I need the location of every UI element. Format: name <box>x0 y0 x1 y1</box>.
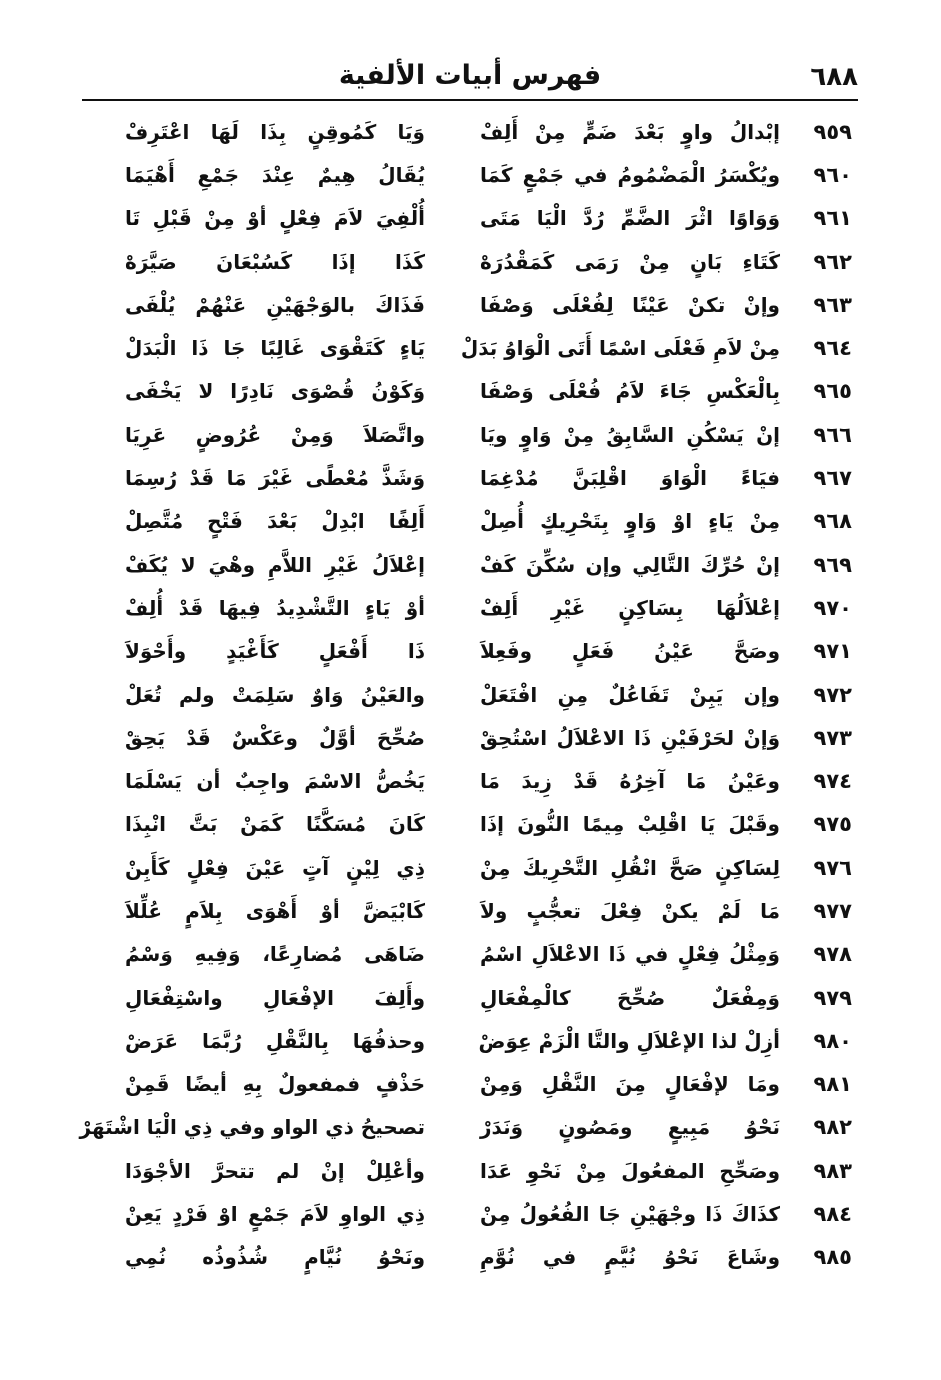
verse-number: ٩٨٣ <box>813 1158 852 1183</box>
verse-second-hemistich: واتَّصَلاَ وَمِنْ عُرُوضٍ عَرِيَا <box>125 422 425 447</box>
verse-second-hemistich: يُقَالُ هِيمٌ عِنْدَ جَمْعِ أَهْيَمَا <box>125 162 425 187</box>
header-rule <box>82 99 858 101</box>
verse-row <box>82 1192 858 1235</box>
verse-first-hemistich: وإن يَبِنْ تَفَاعُلٌ مِنِ افْتَعَلْ <box>480 682 780 707</box>
verse-second-hemistich: وحذفُهَا بِالنَّقْلِ رُبَّمَا عَرَضْ <box>125 1028 425 1053</box>
verse-second-hemistich: وَيَا كَمُوقِنٍ بِذَا لَهَا اعْتَرِفْ <box>125 119 425 144</box>
verse-second-hemistich: وَكَوْنُ قُصْوَى نَادِرًا لا يَخْفَى <box>125 379 425 404</box>
verse-row <box>82 153 858 196</box>
verse-second-hemistich: يَاءٍ كَتَقْوَى غَالِبًا جَا ذَا الْبَدَلْ <box>125 336 425 361</box>
verse-row <box>82 1149 858 1192</box>
verse-number: ٩٦٢ <box>813 249 852 274</box>
verse-second-hemistich: ضَاهَى مُضارِعًا، وَفِيهِ وَسْمُ <box>125 942 425 967</box>
verse-first-hemistich: لِسَاكِنٍ صَحَّ انْقُلِ التَّحْرِيكَ مِنْ <box>480 855 780 880</box>
verse-number: ٩٧٨ <box>813 942 852 967</box>
verse-row <box>82 110 858 153</box>
verse-number: ٩٨٠ <box>813 1028 852 1053</box>
verse-row <box>82 456 858 499</box>
verse-second-hemistich: ذِي لِيْنٍ آتٍ عَيْنَ فِعْلٍ كَأَبِنْ <box>125 855 425 880</box>
verse-number: ٩٨٢ <box>813 1115 852 1140</box>
verse-first-hemistich: إنْ حُرِّكَ التَّالِي وإن سُكِّنَ كَفْ <box>480 552 780 577</box>
verse-number: ٩٥٩ <box>813 119 852 144</box>
verse-row <box>82 500 858 543</box>
verse-row <box>82 326 858 369</box>
verse-row <box>82 1236 858 1279</box>
verse-second-hemistich: أُلْفِيَ لاَمَ فِعْلٍ أوْ مِنْ قَبْلِ تَا <box>125 206 425 231</box>
verse-first-hemistich: إنْ يَسْكُنِ السَّابِقُ مِنْ وَاوٍ ويَا <box>480 422 780 447</box>
verse-number: ٩٦٤ <box>813 336 852 361</box>
verse-second-hemistich: وأَلِفَ الإفْعَالِ واسْتِفْعَالِ <box>125 985 425 1010</box>
verse-row <box>82 370 858 413</box>
verse-first-hemistich: وصَحَّ عَيْنُ فَعَلٍ وفَعِلاَ <box>480 639 780 664</box>
verse-row <box>82 1019 858 1062</box>
verse-second-hemistich: وأعْلِلْ إنْ لم تتحرَّ الأجْوَدَا <box>125 1158 425 1183</box>
verse-number: ٩٧٤ <box>813 769 852 794</box>
verse-number: ٩٧٩ <box>813 985 852 1010</box>
verse-number: ٩٦٩ <box>813 552 852 577</box>
verse-row <box>82 673 858 716</box>
verse-first-hemistich: وَوَاوًا اثْرَ الضَّمِّ رُدَّ الْيَا مَتَى <box>480 206 780 231</box>
verse-list <box>79 110 858 1279</box>
verse-number: ٩٧٧ <box>813 898 852 923</box>
verse-number: ٩٧٦ <box>813 855 852 880</box>
verse-second-hemistich: كَانَ مُسَكَّنًا كَمَنْ بَتَّ انْبِذَا <box>125 812 425 837</box>
verse-first-hemistich: وَإنْ لحَرْفَيْنِ ذَا الاعْلاَلُ اسْتُحِقْ <box>480 725 780 750</box>
verse-row <box>82 889 858 932</box>
verse-first-hemistich: وقَبْلَ يَا اقْلِبْ مِيمًا النُّونَ إذَا <box>480 812 780 837</box>
verse-first-hemistich: كَتَاءِ بَانٍ مِنْ رَمَى كَمَقْدُرَهْ <box>480 249 780 274</box>
verse-number: ٩٧٢ <box>813 682 852 707</box>
verse-row <box>82 413 858 456</box>
verse-first-hemistich: مِنْ لاَمِ فَعْلَى اسْمًا أَتَى الْوَاوُ بَدَلْ <box>460 336 780 361</box>
verse-row <box>82 586 858 629</box>
verse-row <box>82 846 858 889</box>
verse-first-hemistich: إعْلاَلُهَا بِسَاكِنٍ غَيْرِ أَلِفْ <box>480 595 780 620</box>
verse-second-hemistich: ذَا أَفْعَلٍ كَأَغْيَدٍ وأَحْوَلاَ <box>125 639 425 664</box>
verse-first-hemistich: ويُكْسَرُ الْمَضْمُومُ في جَمْعٍ كَمَا <box>480 162 780 187</box>
verse-row <box>82 283 858 326</box>
verse-row <box>82 803 858 846</box>
verse-first-hemistich: إبْدالُ واوٍ بَعْدَ ضَمٍّ مِنْ أَلِفْ <box>480 119 780 144</box>
verse-second-hemistich: يَخُصُّ الاسْمَ واجِبٌ أن يَسْلَمَا <box>125 769 425 794</box>
verse-second-hemistich: ذِي الواوِ لاَمَ جَمْعٍ اوْ فَرْدٍ يَعِنْ <box>125 1202 425 1227</box>
verse-number: ٩٧٥ <box>813 812 852 837</box>
verse-second-hemistich: والعَيْنُ وَاوٌ سَلِمَتْ ولم تُعَلْ <box>125 682 425 707</box>
verse-second-hemistich: أوْ يَاءٍ التَّشْدِيدُ فِيهَا قَدْ أُلِفْ <box>125 595 425 620</box>
verse-row <box>82 759 858 802</box>
verse-first-hemistich: وَمِثْلُ فِعْلٍ في ذَا الاعْلاَلِ اسْمُ <box>480 942 780 967</box>
verse-first-hemistich: مِنْ يَاءٍ اوْ وَاوٍ بِتَحْرِيكٍ أُصِلْ <box>480 509 780 534</box>
verse-second-hemistich: صُحِّحَ أوَّلٌ وعَكْسٌ قَدْ يَحِقْ <box>125 725 425 750</box>
verse-second-hemistich: أَلِفًا ابْدِلْ بَعْدَ فَتْحٍ مُتَّصِلْ <box>125 509 425 534</box>
verse-number: ٩٦٣ <box>813 292 852 317</box>
verse-number: ٩٦٠ <box>813 162 852 187</box>
verse-number: ٩٦٥ <box>813 379 852 404</box>
verse-row <box>82 240 858 283</box>
verse-first-hemistich: مَا لَمْ يكنْ فِعْلَ تعجُّبٍ ولاَ <box>480 898 780 923</box>
verse-row <box>82 933 858 976</box>
verse-number: ٩٧٣ <box>813 725 852 750</box>
page-number: ٦٨٨ <box>810 62 858 92</box>
verse-first-hemistich: فيَاءً الْوَاوَ اقْلِبَنَّ مُدْغِمَا <box>480 466 780 491</box>
verse-number: ٩٦٦ <box>813 422 852 447</box>
verse-row <box>79 1106 858 1149</box>
verse-number: ٩٨٥ <box>813 1245 852 1270</box>
verse-first-hemistich: أزِلْ لذا الإعْلاَلِ والتَّا الْزَمْ عِوَضْ <box>478 1028 780 1053</box>
verse-first-hemistich: وشَاعَ نَحْوُ نُيَّمٍ في نُوَّمِ <box>480 1245 780 1270</box>
verse-number: ٩٧١ <box>813 639 852 664</box>
verse-row <box>82 716 858 759</box>
verse-first-hemistich: كذَاكَ ذَا وجْهَيْنِ جَا الفُعُولُ مِنْ <box>480 1202 780 1227</box>
verse-second-hemistich: ونَحْوُ نُيَّامٍ شُذُوذُه نُمِي <box>125 1245 425 1270</box>
verse-row <box>82 197 858 240</box>
verse-number: ٩٦٧ <box>813 466 852 491</box>
verse-second-hemistich: وَشَذَّ مُعْطًى غَيْرَ مَا قَدْ رُسِمَا <box>125 466 425 491</box>
verse-first-hemistich: وصَحِّحِ المفعُولَ مِنْ نَحْوِ عَدَا <box>480 1158 780 1183</box>
verse-second-hemistich: كَابْيَضَّ أوْ أَهْوَى بِلاَمٍ عُلِّلاَ <box>125 898 425 923</box>
verse-row <box>82 543 858 586</box>
verse-row <box>82 630 858 673</box>
verse-second-hemistich: كَذَا إذَا كَسُبْعَانَ صَيَّرَهْ <box>125 249 425 274</box>
verse-number: ٩٦٨ <box>813 509 852 534</box>
verse-row <box>82 976 858 1019</box>
verse-number: ٩٦١ <box>813 206 852 231</box>
verse-first-hemistich: وعَيْنُ مَا آخِرُهُ قَدْ زِيدَ مَا <box>480 769 780 794</box>
verse-second-hemistich: فَذَاكَ بالوَجْهَيْنِ عَنْهُمْ يُلْفَى <box>125 292 425 317</box>
verse-second-hemistich: إعْلاَلُ غَيْرِ اللاَّمِ وهْيَ لا يُكَفْ <box>125 552 425 577</box>
verse-first-hemistich: نَحْوُ مَبِيعٍ ومَصُونٍ وَنَدَرْ <box>480 1115 780 1140</box>
verse-second-hemistich: حَذْفٍ فمفعولٌ بِهِ أيضًا قَمِنْ <box>125 1072 425 1097</box>
verse-number: ٩٧٠ <box>813 595 852 620</box>
verse-first-hemistich: ومَا لإفْعَالٍ مِنَ النَّقْلِ وَمِنْ <box>480 1072 780 1097</box>
verse-second-hemistich: تصحيحُ ذي الواو وفي ذِي الْيَا اشْتَهَرْ <box>79 1115 425 1140</box>
verse-first-hemistich: بِالْعَكْسِ جَاءَ لاَمُ فُعْلَى وَصْفَا <box>480 379 780 404</box>
verse-first-hemistich: وإنْ تكنْ عَيْنًا لِفُعْلَى وَصْفَا <box>480 292 780 317</box>
verse-number: ٩٨٤ <box>813 1202 852 1227</box>
page-title: فهرس أبيات الألفية <box>338 60 602 91</box>
verse-first-hemistich: وَمِفْعَلٌ صُحِّحَ كالْمِفْعَالِ <box>480 985 780 1010</box>
verse-row <box>82 1063 858 1106</box>
verse-number: ٩٨١ <box>813 1072 852 1097</box>
